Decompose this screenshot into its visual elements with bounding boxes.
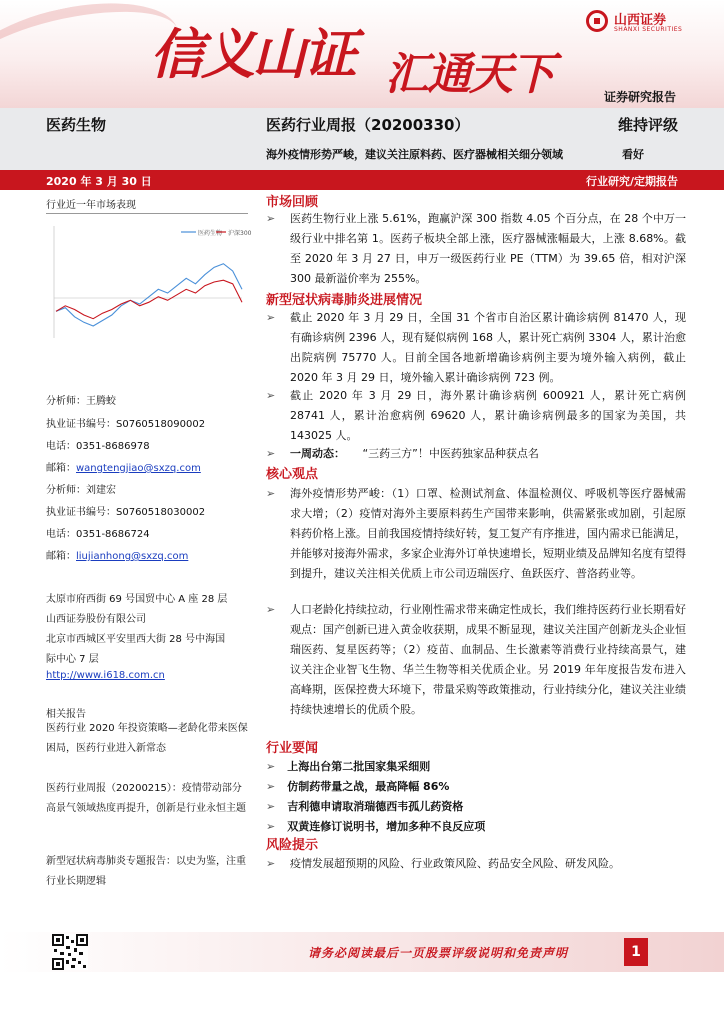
logo-icon	[586, 10, 608, 32]
related-report-3[interactable]: 新型冠状病毒肺炎专题报告：以史为鉴，注重行业长期逻辑	[46, 856, 246, 887]
report-date: 2020 年 3 月 30 日	[46, 175, 152, 188]
section-news: 行业要闻	[266, 741, 319, 756]
weekly-dynamics-label: 一周动态：	[290, 447, 345, 460]
email-label: 邮箱：	[46, 463, 76, 474]
arrow-icon: ➢	[266, 820, 276, 833]
analyst1-email-link[interactable]: wangtengjiao@sxzq.com	[76, 463, 201, 474]
bullet-market-1: ➢ 医药生物行业上涨 5.61%，跑赢沪深 300 指数 4.05 个百分点，在 28 个中万一级行业中排名第 1。医药子板块全部上涨，医疗器械涨幅最大，上涨 8.68%。截至 2020 年 3 月 27 日，申万一级医药行业 PE（TTM）为 39.65 倍，相对沪深 300 最新溢价率为 255%。	[266, 209, 686, 289]
arrow-icon: ➢	[266, 487, 276, 500]
bullet-covid-2: ➢ 截止 2020 年 3 月 29 日，海外累计确诊病例 600921 人，累计死亡病例 28741 人，累计治愈病例 69620 人，累计确诊病例最多的国家为美国，共 143025 人。	[266, 386, 686, 446]
arrow-icon: ➢	[266, 212, 276, 225]
address-line3: 北京市西城区平安里西大街 28 号中海国	[46, 634, 226, 645]
bullet-covid-1: ➢ 截止 2020 年 3 月 29 日，全国 31 个省市自治区累计确诊病例 81470 人，现有确诊病例 2396 人，现有疑似病例 168 人，累计死亡病例 3304 人，累计治愈出院病例 75770 人。目前全国各地新增确诊病例主要为境外输入病例，截止 2020 年 3 月 29 日，境外输入累计确诊病例 723 例。	[266, 308, 686, 388]
company-logo	[586, 8, 704, 38]
header-banner	[0, 0, 724, 108]
news-item-2[interactable]: ➢ 仿制药带量之战，最高降幅 86%	[266, 780, 450, 793]
related-report-1[interactable]: 医药行业 2020 年投资策略—老龄化带来医保困局，医药行业进入新常态	[46, 723, 248, 754]
email-label: 邮箱：	[46, 551, 76, 562]
report-kind: 证券研究报告	[603, 90, 676, 104]
analyst1-email-row	[46, 459, 201, 474]
section-core: 核心观点	[266, 467, 319, 482]
news-item-1[interactable]: ➢ 上海出台第二批国家集采细则	[266, 760, 431, 773]
arrow-icon: ➢	[266, 780, 276, 793]
arrow-icon: ➢	[266, 857, 276, 870]
news-item-4[interactable]: ➢ 双黄连修订说明书，增加多种不良反应项	[266, 820, 486, 833]
arrow-icon: ➢	[266, 603, 276, 616]
analyst2-row	[46, 481, 116, 496]
market-performance-chart	[46, 218, 252, 368]
analyst1-phone: 电话：0351-8686978	[46, 441, 150, 452]
analyst-label: 分析师：	[46, 485, 86, 496]
section-market: 市场回顾	[266, 195, 319, 210]
chart-title: 行业近一年市场表现	[46, 200, 136, 211]
series-sector-line	[56, 264, 242, 326]
weekly-dynamics-text: “三药三方”！中医药独家品种获点名	[362, 447, 539, 460]
address-line1: 太原市府西街 69 号国贸中心 A 座 28 层	[46, 594, 228, 605]
related-heading: 相关报告	[46, 709, 86, 720]
slogan-part2: 汇通天下	[385, 49, 553, 100]
slogan-part1: 信义山证	[150, 22, 354, 86]
bullet-core-2: ➢ 人口老龄化持续拉动，行业刚性需求带来确定性成长，我们维持医药行业长期看好观点：国产创新已进入黄金收获期，成果不断显现，建议关注国产创新龙头企业恒瑞医药、复星医药等；（2）疫苗、血制品、生长激素等消费行业持续高景气，建议关注企业智飞生物、华兰生物等相关优质企业。另 2019 年年度报告发布进入高峰期，医保控费大环境下，带量采购等政策推动，行业持续分化，建议关注业绩持续快速增长的优质个股。	[266, 600, 686, 720]
analyst-name: 刘建宏	[86, 485, 116, 496]
bullet-core-1: ➢ 海外疫情形势严峻：（1）口罩、检测试剂盒、体温检测仪、呼吸机等医疗器械需求大增；（2）疫情对海外主要原料药生产国带来影响，供需紧张或加剧，引起原料药价格上涨。目前我国疫情持续好转，复工复产有序推进，国内需求已能满足，并能够对接海外需求，多家企业海外订单快速增长，短期业绩及品牌知名度有望得到提升，建议关注相关优质上市公司迈瑞医疗、鱼跃医疗、普洛药业等。	[266, 484, 686, 584]
sector-name: 医药生物	[46, 116, 107, 134]
arrow-icon: ➢	[266, 800, 276, 813]
logo-english: SHANXI SECURITIES	[614, 26, 683, 33]
series-index-line	[56, 280, 242, 319]
analyst2-phone: 电话：0351-8686724	[46, 529, 150, 540]
analyst-name: 王腾蛟	[86, 396, 116, 407]
analyst1-row	[46, 392, 116, 407]
analyst2-cert: 执业证书编号：S0760518030002	[46, 507, 206, 518]
arrow-icon: ➢	[266, 389, 276, 402]
report-category: 行业研究/定期报告	[585, 175, 678, 188]
page-number: 1	[624, 938, 648, 966]
bullet-covid-3	[266, 444, 686, 464]
analyst2-email-link[interactable]: liujianhong@sxzq.com	[76, 551, 189, 562]
report-subtitle: 海外疫情形势严峻，建议关注原料药、医疗器械相关细分领域	[266, 148, 563, 161]
rating: 维持评级	[617, 116, 678, 134]
website-link[interactable]: http://www.i618.com.cn	[46, 670, 165, 681]
arrow-icon: ➢	[266, 447, 276, 460]
report-title: 医药行业周报（20200330）	[266, 116, 470, 134]
disclaimer: 请务必阅读最后一页股票评级说明和免责声明	[308, 946, 569, 960]
qr-code-icon[interactable]	[52, 934, 88, 970]
analyst2-email-row	[46, 547, 188, 562]
news-item-3[interactable]: ➢ 吉利德申请取消瑞德西韦孤儿药资格	[266, 800, 464, 813]
analyst-label: 分析师：	[46, 396, 86, 407]
legend-sector-label: 医药生物	[198, 230, 223, 237]
address-line4: 际中心 7 层	[46, 654, 99, 665]
subtitle-rating: 看好	[622, 148, 644, 161]
legend-index-label: 沪深300	[228, 230, 252, 237]
section-covid: 新型冠状病毒肺炎进展情况	[266, 293, 423, 308]
chart-divider	[46, 213, 248, 214]
address-line2: 山西证券股份有限公司	[46, 614, 146, 625]
section-risk: 风险提示	[266, 838, 319, 853]
analyst1-cert: 执业证书编号：S0760518090002	[46, 419, 206, 430]
arrow-icon: ➢	[266, 760, 276, 773]
related-report-2[interactable]: 医药行业周报（20200215）：疫情带动部分高景气领域热度再提升，创新是行业永恒主题	[46, 783, 246, 814]
logo-name: 山西证券	[614, 13, 667, 28]
arrow-icon: ➢	[266, 311, 276, 324]
bullet-risk-1: ➢ 疫情发展超预期的风险、行业政策风险、药品安全风险、研发风险。	[266, 854, 686, 874]
